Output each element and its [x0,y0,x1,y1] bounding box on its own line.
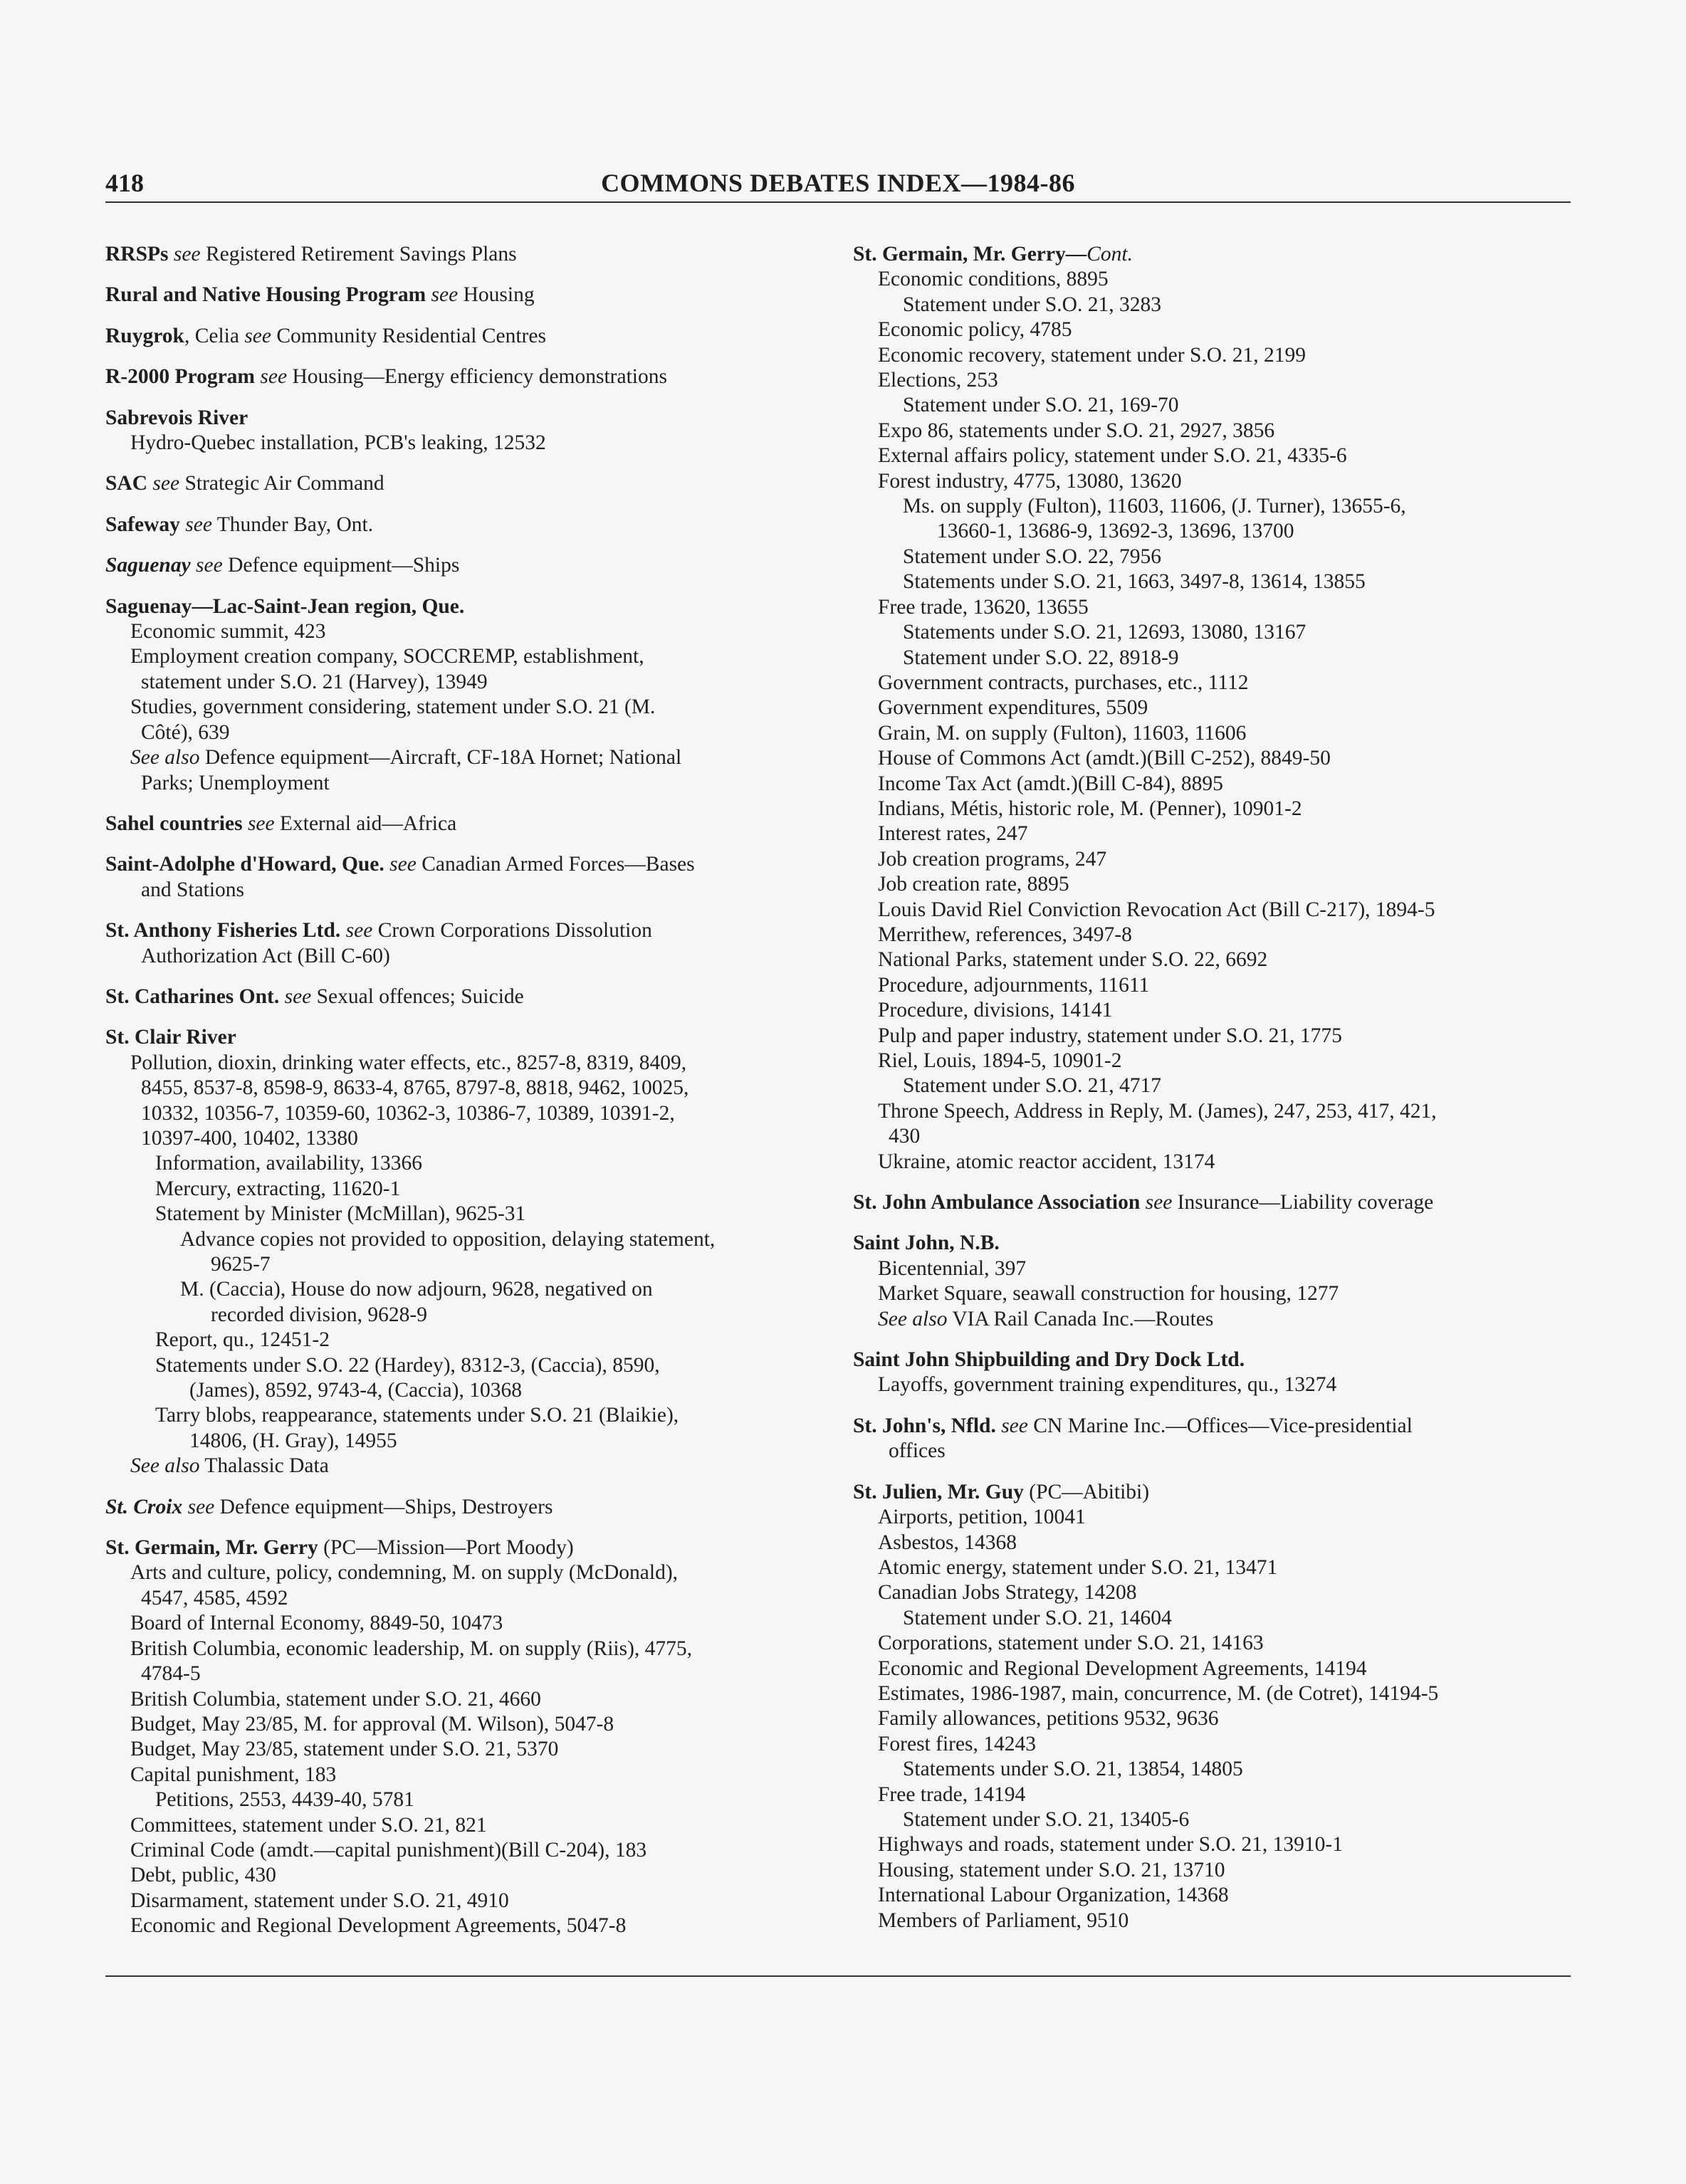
sub-entry: Statement under S.O. 21, 14604 [903,1606,1172,1629]
see-also-line: See also Thalassic Data [130,1454,329,1478]
sub-entry: Statement under S.O. 21, 3283 [903,293,1161,316]
sub-entry: Economic policy, 4785 [878,318,1072,342]
sub-entry: Information, availability, 13366 [155,1152,422,1175]
index-entry-ruygrok: Ruygrok, Celia see Community Residential Centres [105,324,546,347]
sub-entry: Layoffs, government training expenditures, qu., 13274 [878,1373,1337,1397]
sub-entry: Pollution, dioxin, drinking water effects, etc., 8257-8, 8319, 8409, [130,1051,687,1074]
sub-entry: Ukraine, atomic reactor accident, 13174 [878,1150,1215,1173]
sub-entry-continued: 13660-1, 13686-9, 13692-3, 13696, 13700 [937,520,1294,543]
sub-entry: Statements under S.O. 21, 12693, 13080, 13167 [903,621,1307,644]
sub-entry: Asbestos, 14368 [878,1531,1017,1554]
sub-entry-list [853,267,1572,1175]
sub-entry-list [105,1560,824,1938]
sub-entry: Pulp and paper industry, statement under S.O. 21, 1775 [878,1024,1342,1047]
index-entry-rural-native-housing: Rural and Native Housing Program see Housing [105,283,535,307]
sub-entry: Indians, Métis, historic role, M. (Penner), 10901-2 [878,797,1302,820]
sub-entry: Employment creation company, SOCCREMP, establishment, [130,645,644,668]
sub-entry: Ms. on supply (Fulton), 11603, 11606, (J. Turner), 13655-6, [903,495,1406,518]
sub-entry: Family allowances, petitions 9532, 9636 [878,1707,1219,1731]
sub-entry: Canadian Jobs Strategy, 14208 [878,1581,1137,1605]
sub-entry: Statement by Minister (McMillan), 9625-31 [155,1202,526,1226]
sub-entry: Debt, public, 430 [130,1864,276,1887]
sub-entry: Income Tax Act (amdt.)(Bill C-84), 8895 [878,772,1223,795]
sub-entry: Capital punishment, 183 [130,1763,337,1786]
entry-heading: Safeway [105,513,180,536]
sub-entry: Procedure, divisions, 14141 [878,999,1113,1022]
sub-entry: Procedure, adjournments, 11611 [878,973,1150,997]
index-entry-sahel: Sahel countries see External aid—Africa [105,812,457,835]
sub-entry-list [105,1051,824,1454]
sub-entry: National Parks, statement under S.O. 22, 6692 [878,948,1268,972]
sub-entry: Expo 86, statements under S.O. 21, 2927, 3856 [878,419,1275,442]
sub-entry: Interest rates, 247 [878,822,1028,846]
sub-entry: Disarmament, statement under S.O. 21, 4910 [130,1889,509,1912]
sub-entry-continued: (James), 8592, 9743-4, (Caccia), 10368 [189,1379,522,1402]
sub-entry: Highways and roads, statement under S.O. 21, 13910-1 [878,1833,1343,1857]
index-entry-st-germain: St. Germain, Mr. Gerry (PC—Mission—Port Moody) Arts and culture, policy, condemning, M. on supply (McDonald), 4547, 4585, 4592 Board of Internal Economy, 8849-50, 10473 British Columbia, economic leadership, M. on supply (Riis), 4775, 4784-5 British Columbia, statement under S.O. 21, 4660 Budget, May 23/85, M. for approval (M. Wilson), 5047-8 Budget, May 23/85, statement under S.O. 21, 5370 Capital punishment, 183 Petitions, 2553, 4439-40, 5781 Committees, statement under S.O. 21, 821 Criminal Code (amdt.—capital punishment)(Bill C-204), 183 Debt, public, 430 Disarmament, statement under S.O. 21, 4910 Economic and Regional Development Agreements, 5047-8 [105,1535,824,1939]
entry-heading: Saguenay—Lac-Saint-Jean region, Que. [105,594,465,618]
entry-heading: Saint John, N.B. [853,1232,1000,1255]
sub-entry: Atomic energy, statement under S.O. 21, 13471 [878,1555,1278,1579]
index-entry-rrsps: RRSPs see Registered Retirement Savings Plans [105,243,517,266]
entry-heading: St. John's, Nfld. [853,1414,996,1437]
entry-heading: St. John Ambulance Association [853,1191,1141,1214]
header-rule [105,201,1571,203]
sub-entry: Statements under S.O. 22 (Hardey), 8312-3, (Caccia), 8590, [155,1353,660,1377]
sub-entry: Statement under S.O. 22, 8918-9 [903,646,1179,669]
index-entry-sac: SAC see Strategic Air Command [105,472,384,495]
entry-heading: R-2000 Program [105,365,256,389]
sub-entry: Government expenditures, 5509 [878,696,1148,720]
sub-entry: Estimates, 1986-1987, main, concurrence, M. (de Cotret), 14194-5 [878,1681,1439,1705]
entry-heading: St. Germain, Mr. Gerry [105,1536,318,1560]
entry-heading: St. Croix [105,1495,183,1518]
sub-entry: Hydro-Quebec installation, PCB's leaking, 12532 [130,431,546,455]
sub-entry: Budget, May 23/85, M. for approval (M. Wilson), 5047-8 [130,1712,614,1736]
index-entry-st-germain-cont: St. Germain, Mr. Gerry—Cont. Economic conditions, 8895 Statement under S.O. 21, 3283 Economic policy, 4785 Economic recovery, statement under S.O. 21, 2199 Elections, 253 Statement under S.O. 21, 169-70 Expo 86, statements under S.O. 21, 2927, 3856 External affairs policy, statement under S.O. 21, 4335-6 Forest industry, 4775, 13080, 13620 Ms. on supply (Fulton), 11603, 11606, (J. Turner), 13655-6, 13660-1, 13686-9, 13692-3, 13696, 13700 Statement under S.O. 22, 7956 Statements under S.O. 21, 1663, 3497-8, 13614, 13855 Free trade, 13620, 13655 Statements under S.O. 21, 12693, 13080, 13167 Statement under S.O. 22, 8918-9 Government contracts, purchases, etc., 1112 Government expenditures, 5509 Grain, M. on supply (Fulton), 11603, 11606 House of Commons Act (amdt.)(Bill C-252), 8849-50 Income Tax Act (amdt.)(Bill C-84), 8895 Indians, Métis, historic role, M. (Penner), 10901-2 Interest rates, 247 Job creation programs, 247 Job creation rate, 8895 Louis David Riel Conviction Revocation Act (Bill C-217), 1894-5 Merrithew, references, 3497-8 National Parks, statement under S.O. 22, 6692 Procedure, adjournments, 11611 Procedure, divisions, 14141 Pulp and paper industry, statement under S.O. 21, 1775 Riel, Louis, 1894-5, 10901-2 Statement under S.O. 21, 4717 Throne Speech, Address in Reply, M. (James), 247, 253, 417, 421, 430 Ukraine, atomic reactor accident, 13174 [853,242,1572,1175]
index-entry-saint-john [853,1231,1572,1332]
sub-entry: Job creation rate, 8895 [878,873,1069,896]
sub-entry-continued: Parks; Unemployment [141,771,330,794]
sub-entry: Petitions, 2553, 4439-40, 5781 [155,1788,414,1812]
sub-entry: Job creation programs, 247 [878,847,1107,871]
sub-entry-continued: 14806, (H. Gray), 14955 [189,1429,397,1452]
index-entry-st-anthony: St. Anthony Fisheries Ltd. see Crown Corporations Dissolution Authorization Act (Bill C-60) [105,919,652,967]
index-entry-saint-adolphe: Saint-Adolphe d'Howard, Que. see Canadian Armed Forces—Bases and Stations [105,853,695,901]
sub-entry: House of Commons Act (amdt.)(Bill C-252), 8849-50 [878,747,1331,770]
index-entry-st-john-ambulance: St. John Ambulance Association see Insurance—Liability coverage [853,1191,1434,1214]
sub-entry-continued: Côté), 639 [141,720,230,744]
sub-entry: Mercury, extracting, 11620-1 [155,1177,401,1200]
index-entry-saint-john-shipbuilding [853,1348,1572,1398]
sub-entry: Economic summit, 423 [130,620,326,644]
sub-entry: Members of Parliament, 9510 [878,1909,1129,1932]
sub-entry-continued: 9625-7 [211,1253,271,1276]
right-column [853,242,1572,1949]
sub-entry: Studies, government considering, statement under S.O. 21 (M. [130,695,656,719]
sub-entry-list [853,1505,1572,1933]
sub-entry: Committees, statement under S.O. 21, 821 [130,1813,487,1837]
sub-entry-continued: statement under S.O. 21 (Harvey), 13949 [141,670,488,693]
sub-entry: Forest fires, 14243 [878,1732,1037,1755]
sub-entry: Economic and Regional Development Agreements, 14194 [878,1657,1367,1680]
entry-heading: Sabrevois River [105,406,248,429]
sub-entry: Economic conditions, 8895 [878,268,1109,291]
sub-entry: Economic and Regional Development Agreements, 5047-8 [130,1914,627,1938]
entry-heading: Rural and Native Housing Program [105,283,426,307]
sub-entry: Tarry blobs, reappearance, statements under S.O. 21 (Blaikie), [155,1404,679,1427]
index-entry-sabrevois [105,406,824,456]
sub-entry: External affairs policy, statement under S.O. 21, 4335-6 [878,444,1347,468]
sub-entry: Bicentennial, 397 [878,1256,1027,1280]
index-entry-safeway: Safeway see Thunder Bay, Ont. [105,513,374,536]
sub-entry: Throne Speech, Address in Reply, M. (James), 247, 253, 417, 421, [878,1099,1437,1123]
page-header [105,168,1571,202]
sub-entry: Grain, M. on supply (Fulton), 11603, 11606 [878,721,1247,745]
entry-heading: Sahel countries [105,812,243,835]
entry-heading: Ruygrok [105,324,184,347]
entry-heading: St. Clair River [105,1026,236,1049]
entry-heading: Saint John Shipbuilding and Dry Dock Ltd. [853,1348,1245,1372]
sub-entry: Budget, May 23/85, statement under S.O. 21, 5370 [130,1738,559,1761]
index-entry-r2000: R-2000 Program see Housing—Energy efficiency demonstrations [105,365,667,389]
sub-entry: Corporations, statement under S.O. 21, 14163 [878,1632,1264,1655]
index-entry-saguenay-ship: Saguenay see Defence equipment—Ships [105,554,460,577]
entry-heading: St. Anthony Fisheries Ltd. [105,919,341,943]
sub-entry: Statement under S.O. 21, 4717 [903,1074,1161,1098]
index-entry-st-catharines: St. Catharines Ont. see Sexual offences; Suicide [105,985,524,1008]
entry-heading: St. Germain, Mr. Gerry— [853,243,1087,266]
see-also-line: See also VIA Rail Canada Inc.—Routes [878,1307,1214,1330]
sub-entry: British Columbia, economic leadership, M. on supply (Riis), 4775, [130,1637,693,1660]
see-also-line: See also Defence equipment—Aircraft, CF-18A Hornet; National [130,746,682,770]
sub-entry: Airports, petition, 10041 [878,1506,1086,1529]
sub-entry: Riel, Louis, 1894-5, 10901-2 [878,1049,1122,1072]
sub-entry-continued: 4784-5 [141,1662,201,1686]
sub-entry: Elections, 253 [878,369,998,392]
index-entry-st-julien: St. Julien, Mr. Guy (PC—Abitibi) Airports, petition, 10041 Asbestos, 14368 Atomic energy, statement under S.O. 21, 13471 Canadian Jobs Strategy, 14208 Statement under S.O. 21, 14604 Corporations, statement under S.O. 21, 14163 Economic and Regional Development Agreements, 14194 Estimates, 1986-1987, main, concurrence, M. (de Cotret), 14194-5 Family allowances, petitions 9532, 9636 Forest fires, 14243 Statements under S.O. 21, 13854, 14805 Free trade, 14194 Statement under S.O. 21, 13405-6 Highways and roads, statement under S.O. 21, 13910-1 Housing, statement under S.O. 21, 13710 International Labour Organization, 14368 Members of Parliament, 9510 [853,1480,1572,1933]
sub-entry: Statements under S.O. 21, 1663, 3497-8, 13614, 13855 [903,570,1366,594]
sub-entry: Report, qu., 12451-2 [155,1328,330,1352]
sub-entry: M. (Caccia), House do now adjourn, 9628, negatived on [180,1278,653,1301]
sub-entry: Government contracts, purchases, etc., 1112 [878,671,1249,694]
index-entry-st-johns: St. John's, Nfld. see CN Marine Inc.—Offices—Vice-presidential offices [853,1414,1413,1463]
sub-entry: Statement under S.O. 21, 13405-6 [903,1807,1190,1831]
sub-entry: Advance copies not provided to opposition, delaying statement, [180,1227,716,1251]
sub-entry: Market Square, seawall construction for housing, 1277 [878,1282,1339,1306]
sub-entry: Free trade, 13620, 13655 [878,595,1089,619]
index-entry-st-clair [105,1025,824,1479]
sub-entry: British Columbia, statement under S.O. 21, 4660 [130,1687,541,1711]
sub-entry: Statements under S.O. 21, 13854, 14805 [903,1758,1243,1781]
entry-heading: RRSPs [105,243,169,266]
page-number: 418 [105,169,144,197]
sub-entry-continued: 10397-400, 10402, 13380 [141,1126,358,1150]
index-entry-saguenay-region [105,594,824,796]
sub-entry: Statement under S.O. 21, 169-70 [903,394,1179,417]
sub-entry: Forest industry, 4775, 13080, 13620 [878,469,1182,493]
sub-entry: Housing, statement under S.O. 21, 13710 [878,1858,1225,1881]
sub-entry-continued: 8455, 8537-8, 8598-9, 8633-4, 8765, 8797-8, 8818, 9462, 10025, [141,1076,689,1100]
entry-heading: Saint-Adolphe d'Howard, Que. [105,853,384,876]
footer-rule [105,1975,1571,1977]
sub-entry: Louis David Riel Conviction Revocation Act (Bill C-217), 1894-5 [878,898,1435,921]
sub-entry: Economic recovery, statement under S.O. 21, 2199 [878,343,1307,367]
sub-entry: International Labour Organization, 14368 [878,1884,1229,1907]
sub-entry: Free trade, 14194 [878,1783,1026,1806]
index-entry-st-croix: St. Croix see Defence equipment—Ships, Destroyers [105,1495,553,1518]
entry-heading: SAC [105,472,148,495]
sub-entry-continued: 10332, 10356-7, 10359-60, 10362-3, 10386-7, 10389, 10391-2, [141,1101,675,1125]
sub-entry: Merrithew, references, 3497-8 [878,923,1132,946]
entry-heading: St. Catharines Ont. [105,985,280,1008]
sub-entry: Criminal Code (amdt.—capital punishment)(Bill C-204), 183 [130,1838,647,1862]
running-title: COMMONS DEBATES INDEX—1984-86 [601,169,1075,197]
sub-entry: Board of Internal Economy, 8849-50, 10473 [130,1612,503,1635]
sub-entry-continued: 4547, 4585, 4592 [141,1586,288,1610]
sub-entry-continued: recorded division, 9628-9 [211,1303,427,1326]
entry-heading: St. Julien, Mr. Guy [853,1480,1024,1503]
entry-heading: Saguenay [105,554,191,577]
sub-entry-continued: 430 [889,1125,921,1148]
sub-entry: Statement under S.O. 22, 7956 [903,545,1161,568]
left-column [105,242,824,1955]
sub-entry: Arts and culture, policy, condemning, M. on supply (McDonald), [130,1561,679,1585]
